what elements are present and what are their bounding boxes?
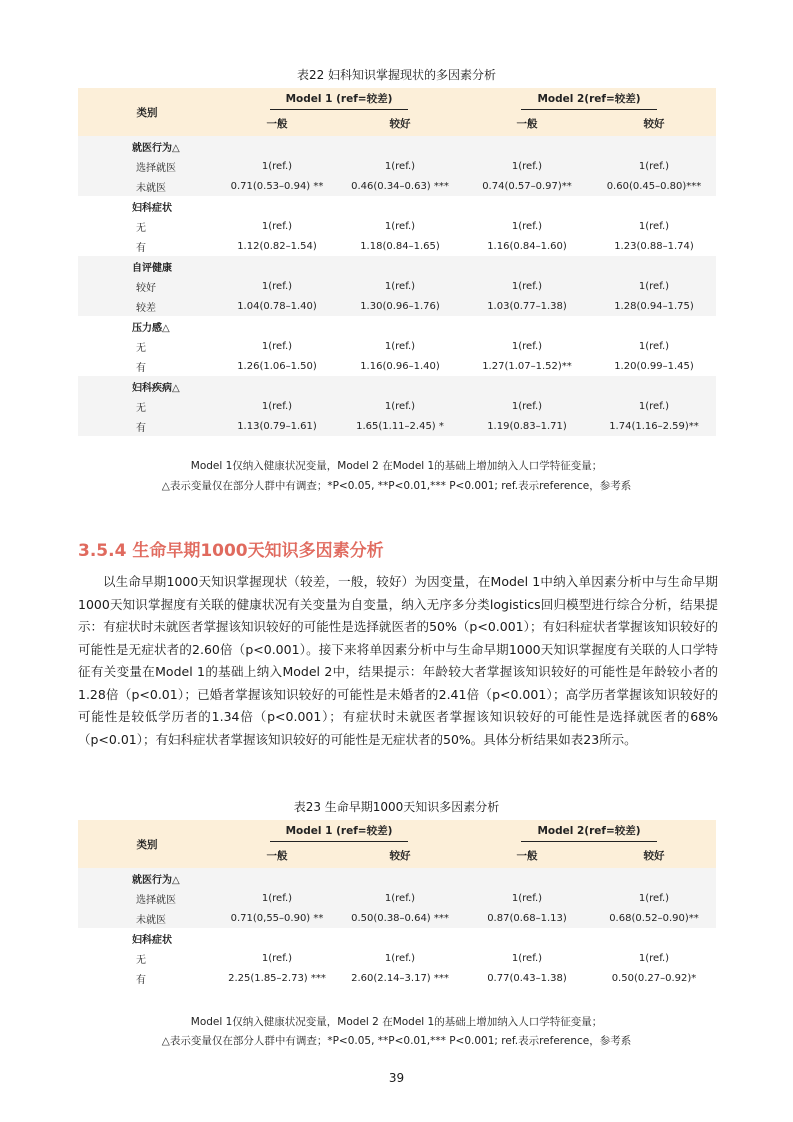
row-label: 无 bbox=[136, 402, 146, 414]
table-cell: 0.71(0,55–0.90) ** bbox=[230, 912, 324, 924]
table-cell: 1(ref.) bbox=[638, 340, 670, 352]
group-label: 妇科症状 bbox=[132, 934, 172, 946]
table-cell bbox=[216, 256, 338, 276]
table22-note-2: △表示变量仅在部分人群中有调查；*P<0.05, **P<0.01,*** P<0.001; ref.表示reference，参考系 bbox=[161, 480, 632, 492]
table-cell: 1(ref.) bbox=[261, 892, 293, 904]
group-label: 自评健康 bbox=[132, 262, 172, 274]
table-group-row bbox=[78, 376, 716, 396]
table-cell bbox=[592, 256, 716, 276]
table-cell: 1.16(0.96–1.40) bbox=[360, 360, 440, 372]
table-cell bbox=[462, 196, 592, 216]
table-cell: 1.12(0.82–1.54) bbox=[237, 240, 317, 252]
table-cell: 1.16(0.84–1.60) bbox=[487, 240, 567, 252]
section-heading: 3.5.4 生命早期1000天知识多因素分析 bbox=[78, 541, 384, 561]
table-cell: 1(ref.) bbox=[638, 892, 670, 904]
table-row bbox=[78, 216, 716, 236]
model2-header-label: Model 2(ref=较差) bbox=[521, 91, 656, 110]
table-cell: 1.26(1.06–1.50) bbox=[237, 360, 317, 372]
table-row bbox=[78, 908, 716, 928]
subheader-general: 一般 bbox=[516, 117, 538, 130]
model1-header bbox=[216, 88, 462, 110]
subheader-good: 较好 bbox=[389, 849, 411, 862]
table-group-row bbox=[78, 196, 716, 216]
model1-header-label: Model 1 (ref=较差) bbox=[270, 823, 409, 842]
model2-header bbox=[462, 88, 716, 110]
table-cell: 1(ref.) bbox=[638, 400, 670, 412]
table-cell: 1.03(0.77–1.38) bbox=[487, 300, 567, 312]
model2-header-label: Model 2(ref=较差) bbox=[521, 823, 656, 842]
subheader-general: 一般 bbox=[266, 117, 288, 130]
table-cell: 1(ref.) bbox=[384, 160, 416, 172]
table-row bbox=[78, 236, 716, 256]
table-cell bbox=[338, 256, 462, 276]
table-cell: 1(ref.) bbox=[384, 952, 416, 964]
table-cell: 0.50(0.38–0.64) *** bbox=[351, 912, 449, 924]
table-row bbox=[78, 396, 716, 416]
group-label: 就医行为△ bbox=[132, 142, 180, 154]
category-header: 类别 bbox=[136, 106, 158, 119]
table22-note-1: Model 1仅纳入健康状况变量，Model 2 在Model 1的基础上增加纳入人口学特征变量； bbox=[190, 460, 603, 472]
table-cell: 0.46(0.34–0.63) *** bbox=[351, 180, 449, 192]
table-cell: 0.71(0.53–0.94) ** bbox=[230, 180, 324, 192]
table-cell bbox=[216, 316, 338, 336]
row-label: 有 bbox=[136, 362, 146, 374]
table-row bbox=[78, 948, 716, 968]
row-label: 有 bbox=[136, 422, 146, 434]
table-cell bbox=[216, 376, 338, 396]
table-cell bbox=[592, 376, 716, 396]
table-cell: 0.50(0.27–0.92)* bbox=[611, 972, 697, 984]
table-cell bbox=[592, 316, 716, 336]
table-row bbox=[78, 176, 716, 196]
table-cell bbox=[592, 928, 716, 948]
table-cell: 1(ref.) bbox=[384, 892, 416, 904]
table-row bbox=[78, 416, 716, 436]
table23-caption: 表23 生命早期1000天知识多因素分析 bbox=[293, 800, 500, 814]
table-cell: 1(ref.) bbox=[511, 952, 543, 964]
table-cell bbox=[462, 928, 592, 948]
table23-note-2: △表示变量仅在部分人群中有调查；*P<0.05, **P<0.01,*** P<0.001; ref.表示reference，参考系 bbox=[161, 1035, 632, 1047]
row-label: 有 bbox=[136, 242, 146, 254]
row-label: 未就医 bbox=[136, 182, 166, 194]
table-group-row bbox=[78, 868, 716, 888]
table-cell: 1(ref.) bbox=[261, 160, 293, 172]
model1-header bbox=[216, 820, 462, 842]
table-row bbox=[78, 156, 716, 176]
table22-body bbox=[78, 136, 716, 436]
table23-note-1: Model 1仅纳入健康状况变量，Model 2 在Model 1的基础上增加纳入人口学特征变量； bbox=[190, 1016, 603, 1028]
table-cell bbox=[338, 928, 462, 948]
page-number: 39 bbox=[388, 1071, 405, 1085]
table-cell bbox=[216, 196, 338, 216]
table-cell bbox=[216, 928, 338, 948]
table-cell: 0.77(0.43–1.38) bbox=[487, 972, 567, 984]
table-cell: 1(ref.) bbox=[261, 400, 293, 412]
table-cell bbox=[592, 196, 716, 216]
table-cell: 1.23(0.88–1.74) bbox=[614, 240, 694, 252]
table-cell: 1(ref.) bbox=[261, 952, 293, 964]
table-group-row bbox=[78, 256, 716, 276]
table-cell: 1(ref.) bbox=[638, 280, 670, 292]
table-row bbox=[78, 296, 716, 316]
table-cell: 0.68(0.52–0.90)** bbox=[609, 912, 699, 924]
table-cell: 1(ref.) bbox=[511, 160, 543, 172]
table-row bbox=[78, 968, 716, 988]
row-label: 选择就医 bbox=[136, 894, 176, 906]
table-cell bbox=[462, 316, 592, 336]
table-row bbox=[78, 356, 716, 376]
table23 bbox=[78, 820, 716, 988]
group-label: 压力感△ bbox=[132, 322, 170, 334]
row-label: 无 bbox=[136, 222, 146, 234]
table-cell: 0.87(0.68–1.13) bbox=[487, 912, 567, 924]
table-cell: 1(ref.) bbox=[638, 952, 670, 964]
table-cell: 1(ref.) bbox=[261, 340, 293, 352]
table-cell: 1.20(0.99–1.45) bbox=[614, 360, 694, 372]
subheader-good: 较好 bbox=[643, 117, 665, 130]
table-group-row bbox=[78, 316, 716, 336]
model2-header bbox=[462, 820, 716, 842]
row-label: 无 bbox=[136, 954, 146, 966]
table-row bbox=[78, 276, 716, 296]
table-cell bbox=[216, 868, 338, 888]
table-cell: 1.74(1.16–2.59)** bbox=[609, 420, 699, 432]
table-cell bbox=[338, 376, 462, 396]
group-label: 就医行为△ bbox=[132, 874, 180, 886]
table-cell: 1.19(0.83–1.71) bbox=[487, 420, 567, 432]
category-header: 类别 bbox=[136, 838, 158, 851]
row-label: 较差 bbox=[136, 302, 156, 314]
table-cell: 1.13(0.79–1.61) bbox=[237, 420, 317, 432]
row-label: 未就医 bbox=[136, 914, 166, 926]
row-label: 有 bbox=[136, 974, 146, 986]
table-cell bbox=[338, 316, 462, 336]
table-cell: 2.60(2.14–3.17) *** bbox=[351, 972, 449, 984]
table-cell: 1(ref.) bbox=[638, 220, 670, 232]
table-cell bbox=[338, 868, 462, 888]
table-cell bbox=[592, 868, 716, 888]
table-row bbox=[78, 336, 716, 356]
table-cell: 0.74(0.57–0.97)** bbox=[482, 180, 572, 192]
table-cell bbox=[462, 256, 592, 276]
table-cell: 1.18(0.84–1.65) bbox=[360, 240, 440, 252]
subheader-good: 较好 bbox=[643, 849, 665, 862]
subheader-good: 较好 bbox=[389, 117, 411, 130]
table-cell: 1(ref.) bbox=[261, 280, 293, 292]
table-cell: 0.60(0.45–0.80)*** bbox=[606, 180, 702, 192]
row-label: 无 bbox=[136, 342, 146, 354]
table-cell: 1(ref.) bbox=[638, 160, 670, 172]
table22 bbox=[78, 88, 716, 436]
table-cell bbox=[338, 136, 462, 156]
table-group-row bbox=[78, 136, 716, 156]
table-cell: 2.25(1.85–2.73) *** bbox=[228, 972, 326, 984]
table-cell: 1(ref.) bbox=[511, 892, 543, 904]
table-cell bbox=[462, 868, 592, 888]
table-cell: 1(ref.) bbox=[511, 400, 543, 412]
table-cell bbox=[338, 196, 462, 216]
table-cell bbox=[462, 376, 592, 396]
table-cell: 1(ref.) bbox=[511, 280, 543, 292]
subheader-general: 一般 bbox=[266, 849, 288, 862]
table-cell: 1.28(0.94–1.75) bbox=[614, 300, 694, 312]
section-paragraph: 以生命早期1000天知识掌握现状（较差，一般，较好）为因变量，在Model 1中纳入单因素分析中与生命早期1000天知识掌握度有关联的健康状况有关变量为自变量，纳入无序多分类logistics回归模型进行综合分析，结果提示：有症状时未就医者掌握该知识较好的可能性是选择就医者的50%（p<0.001）；有妇科症状者掌握该知识较好的可能性是无症状者的2.60倍（p<0.001）。接下来将单因素分析中与生命早期1000天知识掌握度有关联的人口学特征有关变量在Model 1的基础上纳入Model 2中，结果提示：年龄较大者掌握该知识较好的可能性是年龄较小者的1.28倍（p<0.01）；已婚者掌握该知识较好的可能性是未婚者的2.41倍（p<0.001）；高学历者掌握该知识较好的可能性是较低学历者的1.34倍（p<0.001）；有症状时未就医者掌握该知识较好的可能性是选择就医者的68%（p<0.01）；有妇科症状者掌握该知识较好的可能性是无症状者的50%。具体分析结果如表23所示。 bbox=[78, 574, 718, 747]
table-row bbox=[78, 888, 716, 908]
table-cell: 1(ref.) bbox=[261, 220, 293, 232]
group-label: 妇科疾病△ bbox=[132, 382, 180, 394]
table-group-row bbox=[78, 928, 716, 948]
row-label: 较好 bbox=[136, 282, 156, 294]
table22-caption: 表22 妇科知识掌握现状的多因素分析 bbox=[296, 68, 497, 82]
table-cell: 1(ref.) bbox=[384, 340, 416, 352]
table-cell: 1.27(1.07–1.52)** bbox=[482, 360, 572, 372]
table-cell bbox=[592, 136, 716, 156]
table23-body bbox=[78, 868, 716, 988]
table-cell: 1.65(1.11–2.45) * bbox=[356, 420, 444, 432]
table-cell: 1.04(0.78–1.40) bbox=[237, 300, 317, 312]
table-cell bbox=[462, 136, 592, 156]
table-cell: 1.30(0.96–1.76) bbox=[360, 300, 440, 312]
table-cell: 1(ref.) bbox=[384, 400, 416, 412]
table-cell: 1(ref.) bbox=[384, 280, 416, 292]
row-label: 选择就医 bbox=[136, 162, 176, 174]
table-cell bbox=[216, 136, 338, 156]
model1-header-label: Model 1 (ref=较差) bbox=[270, 91, 409, 110]
table-cell: 1(ref.) bbox=[511, 220, 543, 232]
subheader-general: 一般 bbox=[516, 849, 538, 862]
group-label: 妇科症状 bbox=[132, 202, 172, 214]
table-cell: 1(ref.) bbox=[511, 340, 543, 352]
table-cell: 1(ref.) bbox=[384, 220, 416, 232]
